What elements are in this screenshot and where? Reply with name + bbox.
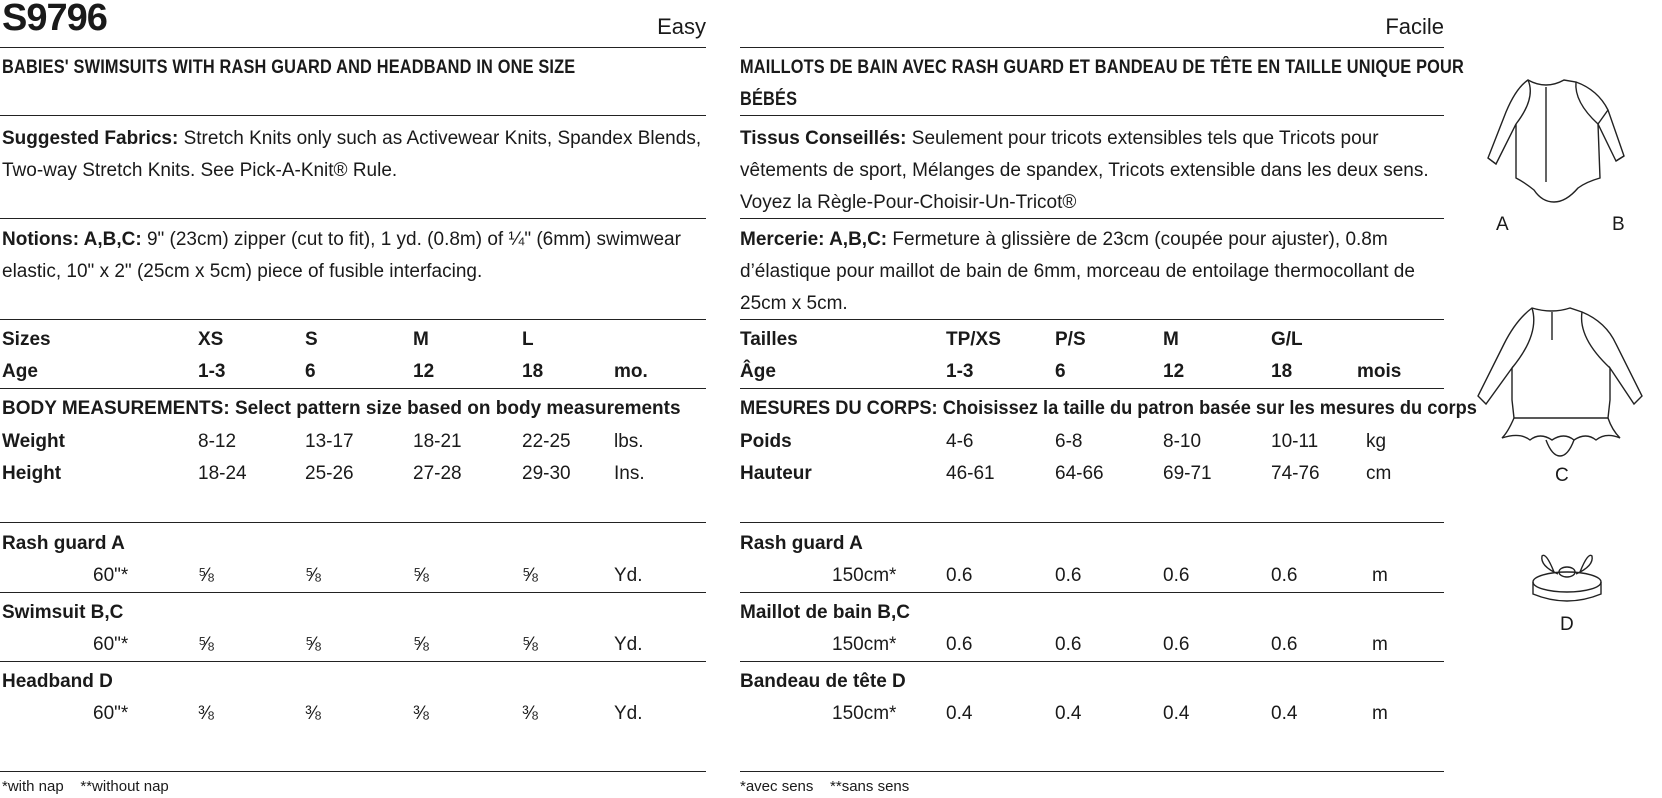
yardage-val-en-bc-2: ⅝ [305, 634, 321, 655]
yardage-val-en-d-1: ⅜ [198, 703, 214, 724]
notions-text-en: 9" (23cm) zipper (cut to fit), 1 yd. (0.8m) of ¼" (6mm) swimwear elastic, 10" x 2" (25cm x 5cm) piece of fusible interfacing. [2, 229, 681, 282]
figure-label-d: D [1560, 614, 1574, 635]
size-col-2-fr: P/S [1055, 329, 1086, 350]
weight-col-3-fr: 8-10 [1163, 431, 1202, 452]
fabrics-label-en: Suggested Fabrics: [2, 128, 179, 149]
weight-unit-en: lbs. [614, 431, 644, 452]
rule-en-8 [0, 771, 706, 772]
figure-label-a: A [1496, 214, 1509, 235]
size-col-3-en: M [413, 329, 429, 350]
rule-en-7 [0, 661, 706, 662]
yardage-val-fr-d-3: 0.4 [1163, 703, 1190, 724]
rule-fr-7 [740, 661, 1444, 662]
rule-en-1 [0, 115, 706, 116]
figure-label-c: C [1555, 465, 1569, 486]
notions-text-fr: Fermeture à glissière de 23cm (coupée pour ajuster), 0.8m d’élastique pour maillot de bain de 6mm, morceau de entoilage thermocollant de 25cm x 5cm. [740, 229, 1415, 314]
age-label-fr: Âge [740, 361, 776, 382]
rule-fr-1 [740, 115, 1444, 116]
height-col-3-fr: 69-71 [1163, 463, 1212, 484]
rule-fr-3 [740, 319, 1444, 320]
rule-en-2 [0, 218, 706, 219]
yardage-width-en-bc: 60"* [93, 634, 129, 655]
footnote-en: *with nap **without nap [2, 778, 169, 795]
age-unit-fr: mois [1357, 361, 1402, 382]
rule-fr-5 [740, 522, 1444, 523]
rule-fr-6 [740, 592, 1444, 593]
top-rule-fr [740, 47, 1444, 48]
fabrics-label-fr: Tissus Conseillés: [740, 128, 907, 149]
yardage-label-fr-bc: Maillot de bain B,C [740, 602, 910, 623]
yardage-val-fr-a-1: 0.6 [946, 565, 973, 586]
height-col-4-en: 29-30 [522, 463, 571, 484]
height-col-1-fr: 46-61 [946, 463, 995, 484]
title-fr-line2: BÉBÉS [740, 89, 798, 110]
weight-col-4-fr: 10-11 [1271, 431, 1319, 452]
fabrics-en [2, 123, 702, 187]
height-col-3-en: 27-28 [413, 463, 462, 484]
size-col-3-fr: M [1163, 329, 1179, 350]
notions-label-fr: Mercerie: A,B,C: [740, 229, 888, 250]
rule-en-5 [0, 522, 706, 523]
yardage-unit-en-d: Yd. [614, 703, 643, 724]
yardage-unit-fr-d: m [1372, 703, 1388, 724]
rule-fr-8 [740, 771, 1444, 772]
height-col-2-en: 25-26 [305, 463, 354, 484]
yardage-val-en-bc-3: ⅝ [413, 634, 429, 655]
yardage-val-en-a-1: ⅝ [198, 565, 214, 586]
yardage-label-fr-d: Bandeau de tête D [740, 671, 906, 692]
difficulty-level-en: Easy [657, 14, 706, 39]
age-unit-en: mo. [614, 361, 648, 382]
age-col-2-fr: 6 [1055, 361, 1066, 382]
yardage-val-fr-bc-1: 0.6 [946, 634, 973, 655]
headband-drawing [1522, 542, 1612, 612]
size-col-4-fr: G/L [1271, 329, 1303, 350]
yardage-width-en-a: 60"* [93, 565, 129, 586]
yardage-val-en-d-4: ⅜ [522, 703, 538, 724]
yardage-val-en-a-4: ⅝ [522, 565, 538, 586]
yardage-val-en-a-3: ⅝ [413, 565, 429, 586]
pattern-code: S9796 [2, 0, 107, 39]
yardage-val-en-bc-1: ⅝ [198, 634, 214, 655]
yardage-label-en-d: Headband D [2, 671, 113, 692]
yardage-val-fr-a-3: 0.6 [1163, 565, 1190, 586]
height-unit-en: Ins. [614, 463, 645, 484]
age-col-3-en: 12 [413, 361, 435, 382]
figure-label-b: B [1612, 214, 1625, 235]
height-col-4-fr: 74-76 [1271, 463, 1320, 484]
yardage-label-en-bc: Swimsuit B,C [2, 602, 124, 623]
age-col-4-en: 18 [522, 361, 544, 382]
yardage-unit-en-bc: Yd. [614, 634, 643, 655]
weight-col-1-en: 8-12 [198, 431, 237, 452]
rule-en-4 [0, 388, 706, 389]
difficulty-level-fr: Facile [1385, 14, 1444, 39]
fabrics-text-fr: Seulement pour tricots extensibles tels que Tricots pour vêtements de sport, Mélanges de spandex, Tricots extensible dans les deux sens. Voyez la Règle-Pour-Choisir-Un-Tricot® [740, 128, 1429, 213]
yardage-width-fr-a: 150cm* [832, 565, 897, 586]
yardage-label-fr-a: Rash guard A [740, 533, 863, 554]
age-label-en: Age [2, 361, 38, 382]
height-unit-fr: cm [1366, 463, 1392, 484]
height-label-en: Height [2, 463, 62, 484]
weight-unit-fr: kg [1366, 431, 1387, 452]
yardage-val-fr-bc-3: 0.6 [1163, 634, 1190, 655]
weight-col-2-en: 13-17 [305, 431, 354, 452]
age-col-4-fr: 18 [1271, 361, 1293, 382]
yardage-unit-fr-a: m [1372, 565, 1388, 586]
footnote-fr: *avec sens **sans sens [740, 778, 910, 795]
weight-col-1-fr: 4-6 [946, 431, 974, 452]
weight-col-4-en: 22-25 [522, 431, 571, 452]
notions-fr [740, 224, 1444, 320]
yardage-unit-fr-bc: m [1372, 634, 1388, 655]
weight-label-fr: Poids [740, 431, 792, 452]
yardage-width-fr-d: 150cm* [832, 703, 897, 724]
rule-fr-2 [740, 218, 1444, 219]
fabrics-text-en: Stretch Knits only such as Activewear Knits, Spandex Blends, Two-way Stretch Knits. See Pick-A-Knit® Rule. [2, 128, 702, 181]
size-col-1-fr: TP/XS [946, 329, 1001, 350]
yardage-val-fr-bc-4: 0.6 [1271, 634, 1298, 655]
height-col-1-en: 18-24 [198, 463, 247, 484]
height-col-2-fr: 64-66 [1055, 463, 1104, 484]
yardage-val-en-a-2: ⅝ [305, 565, 321, 586]
title-fr-line1: MAILLOTS DE BAIN AVEC RASH GUARD ET BANDEAU DE TÊTE EN TAILLE UNIQUE POUR [740, 57, 1464, 78]
body-measurements-fr: MESURES DU CORPS: Choisissez la taille du patron basée sur les mesures du corps [740, 398, 1477, 419]
yardage-label-en-a: Rash guard A [2, 533, 125, 554]
yardage-unit-en-a: Yd. [614, 565, 643, 586]
weight-col-3-en: 18-21 [413, 431, 462, 452]
notions-label-en: Notions: A,B,C: [2, 229, 142, 250]
yardage-val-fr-d-2: 0.4 [1055, 703, 1082, 724]
rule-en-6 [0, 592, 706, 593]
notions-en [2, 224, 702, 288]
age-col-3-fr: 12 [1163, 361, 1185, 382]
rash-guard-drawing [1458, 60, 1658, 220]
yardage-val-en-d-3: ⅜ [413, 703, 429, 724]
yardage-width-fr-bc: 150cm* [832, 634, 897, 655]
yardage-val-fr-a-4: 0.6 [1271, 565, 1298, 586]
age-col-1-fr: 1-3 [946, 361, 974, 382]
yardage-val-en-d-2: ⅜ [305, 703, 321, 724]
weight-label-en: Weight [2, 431, 65, 452]
yardage-val-fr-d-1: 0.4 [946, 703, 973, 724]
sizes-label-en: Sizes [2, 329, 51, 350]
height-label-fr: Hauteur [740, 463, 812, 484]
yardage-val-fr-d-4: 0.4 [1271, 703, 1298, 724]
weight-col-2-fr: 6-8 [1055, 431, 1083, 452]
title-en: BABIES' SWIMSUITS WITH RASH GUARD AND HEADBAND IN ONE SIZE [2, 57, 576, 78]
yardage-width-en-d: 60"* [93, 703, 129, 724]
top-rule-en [0, 47, 706, 48]
body-measurements-en: BODY MEASUREMENTS: Select pattern size based on body measurements [2, 398, 681, 419]
size-col-1-en: XS [198, 329, 224, 350]
age-col-1-en: 1-3 [198, 361, 226, 382]
sizes-label-fr: Tailles [740, 329, 798, 350]
age-col-2-en: 6 [305, 361, 316, 382]
yardage-val-fr-a-2: 0.6 [1055, 565, 1082, 586]
yardage-val-en-bc-4: ⅝ [522, 634, 538, 655]
size-col-2-en: S [305, 329, 318, 350]
rule-fr-4 [740, 388, 1444, 389]
rule-en-3 [0, 319, 706, 320]
yardage-val-fr-bc-2: 0.6 [1055, 634, 1082, 655]
swimsuit-peplum-drawing [1460, 300, 1660, 460]
size-col-4-en: L [522, 329, 534, 350]
fabrics-fr [740, 123, 1444, 219]
